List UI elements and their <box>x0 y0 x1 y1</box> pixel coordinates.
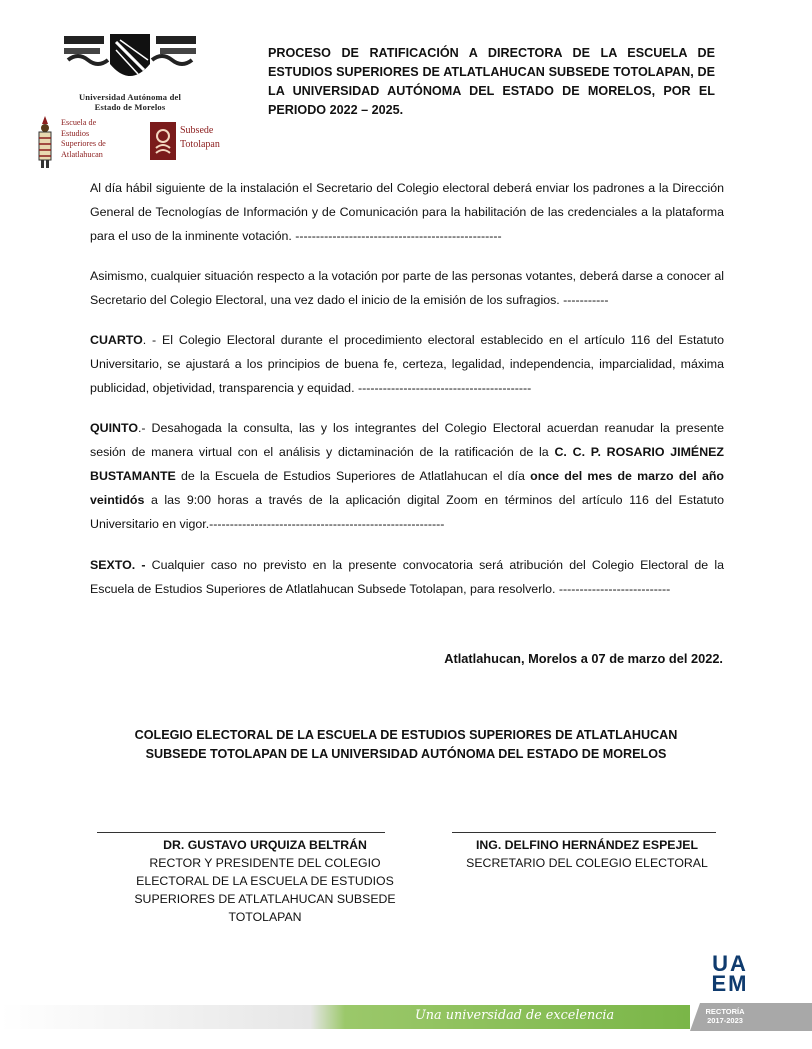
secretary-role-line1: SECRETARIO DEL COLEGIO ELECTORAL <box>466 856 708 870</box>
footer-logo-line1: UA <box>712 951 748 976</box>
cuarto-label: CUARTO <box>90 333 143 347</box>
escuela-line1: Escuela de <box>61 118 97 127</box>
subsede-emblem-icon <box>150 122 176 160</box>
quinto-text-c: a las 9:00 horas a través de la aplicación digital Zoom en términos del artículo 116 del Estatuto Universitario en vigor.--------------------------------------------------------- <box>90 493 724 531</box>
paragraph-cuarto <box>90 328 724 400</box>
uaem-emblem-icon <box>60 30 200 90</box>
cuarto-text: . - El Colegio Electoral durante el procedimiento electoral establecido en el artículo 116 del Estatuto Universitario, se ajustará a los principios de buena fe, certeza, legalidad, independencia, imparcialidad, máxima publicidad, objetividad, transparencia y equidad. ------------------------------------------ <box>90 333 724 395</box>
president-name: DR. GUSTAVO URQUIZA BELTRÁN <box>163 838 367 852</box>
president-role-line3: SUPERIORES DE ATLATLAHUCAN SUBSEDE <box>134 892 396 906</box>
footer-band <box>0 1003 812 1031</box>
paragraph-asimismo: Asimismo, cualquier situación respecto a la votación por parte de las personas votantes, deberá darse a conocer al Secretario del Colegio Electoral, una vez dado el inicio de la emisión de los sufragios. ----------- <box>90 269 724 307</box>
paragraph-padrones: Al día hábil siguiente de la instalación el Secretario del Colegio electoral deberá enviar los padrones a la Dirección General de Tecnologías de Información y de Comunicación para la habilitación de las credenciales a la plataforma para el uso de la inminente votación. -------------------------------------------------- <box>90 181 724 243</box>
quinto-text-a: .- Desahogada la consulta, las y los integrantes del Colegio Electoral acuerdan reanudar la presente sesión de manera virtual con el análisis y dictaminación de la ratificación de la <box>90 421 724 459</box>
paragraph-quinto <box>90 416 724 536</box>
escuela-line3: Superiores de <box>61 139 106 148</box>
uaem-footer-logo <box>700 951 760 996</box>
quinto-label: QUINTO <box>90 421 138 435</box>
footer-rectoria <box>700 1007 750 1025</box>
subsede-line1: Subsede <box>180 125 214 136</box>
sexto-label: SEXTO. - <box>90 558 146 572</box>
footer-logo-line2: EM <box>711 971 749 996</box>
session-date: once del mes de marzo del año veintidós <box>90 469 724 507</box>
figure-icon <box>34 116 56 168</box>
footer-slogan: Una universidad de excelencia <box>415 1008 615 1023</box>
uaem-name-line1: Universidad Autónoma del <box>78 92 182 102</box>
signature-block-secretary <box>455 836 719 872</box>
college-title <box>100 726 712 764</box>
rectoria-line1: RECTORÍA <box>705 1007 745 1016</box>
quinto-text-b: de la Escuela de Estudios Superiores de Atlatlahucan el día <box>175 469 531 483</box>
secretary-name: ING. DELFINO HERNÁNDEZ ESPEJEL <box>475 838 699 852</box>
signature-line-president <box>97 832 385 833</box>
subsede-name <box>180 124 220 152</box>
document-title: PROCESO DE RATIFICACIÓN A DIRECTORA DE LA ESCUELA DE ESTUDIOS SUPERIORES DE ATLATLAHUCAN SUBSEDE TOTOLAPAN, DE LA UNIVERSIDAD AUTÓNOMA DEL ESTADO DE MORELOS, POR EL PERIODO 2022 – 2025. <box>268 46 715 117</box>
college-title-line1: COLEGIO ELECTORAL DE LA ESCUELA DE ESTUDIOS SUPERIORES DE ATLATLAHUCAN <box>134 728 678 742</box>
uaem-name-line2: Estado de Morelos <box>94 102 166 112</box>
president-role-line4: TOTOLAPAN <box>228 910 302 924</box>
escuela-line4: Atlatlahucan <box>61 149 103 159</box>
uaem-name <box>60 92 200 112</box>
escuela-logo <box>34 116 144 168</box>
place-date: Atlatlahucan, Morelos a 07 de marzo del 2022. <box>444 651 723 666</box>
college-title-line2: SUBSEDE TOTOLAPAN DE LA UNIVERSIDAD AUTÓNOMA DEL ESTADO DE MORELOS <box>145 747 667 761</box>
president-role-line2: ELECTORAL DE LA ESCUELA DE ESTUDIOS <box>136 874 394 888</box>
subsede-line2: Totolapan <box>180 139 220 150</box>
president-role-line1: RECTOR Y PRESIDENTE DEL COLEGIO <box>149 856 381 870</box>
paragraph-sexto <box>90 553 724 601</box>
sexto-text: Cualquier caso no previsto en la presente convocatoria será atribución del Colegio Electoral de la Escuela de Estudios Superiores de Atlatlahucan Subsede Totolapan, para resolverlo. --------------------------- <box>90 558 724 596</box>
escuela-line2: Estudios <box>61 128 90 138</box>
signature-line-secretary <box>452 832 716 833</box>
subsede-logo <box>150 122 250 162</box>
signature-block-president <box>120 836 410 926</box>
candidate-name: C. C. P. ROSARIO JIMÉNEZ BUSTAMANTE <box>90 445 724 483</box>
rectoria-line2: 2017-2023 <box>707 1016 743 1025</box>
escuela-name <box>61 118 106 160</box>
